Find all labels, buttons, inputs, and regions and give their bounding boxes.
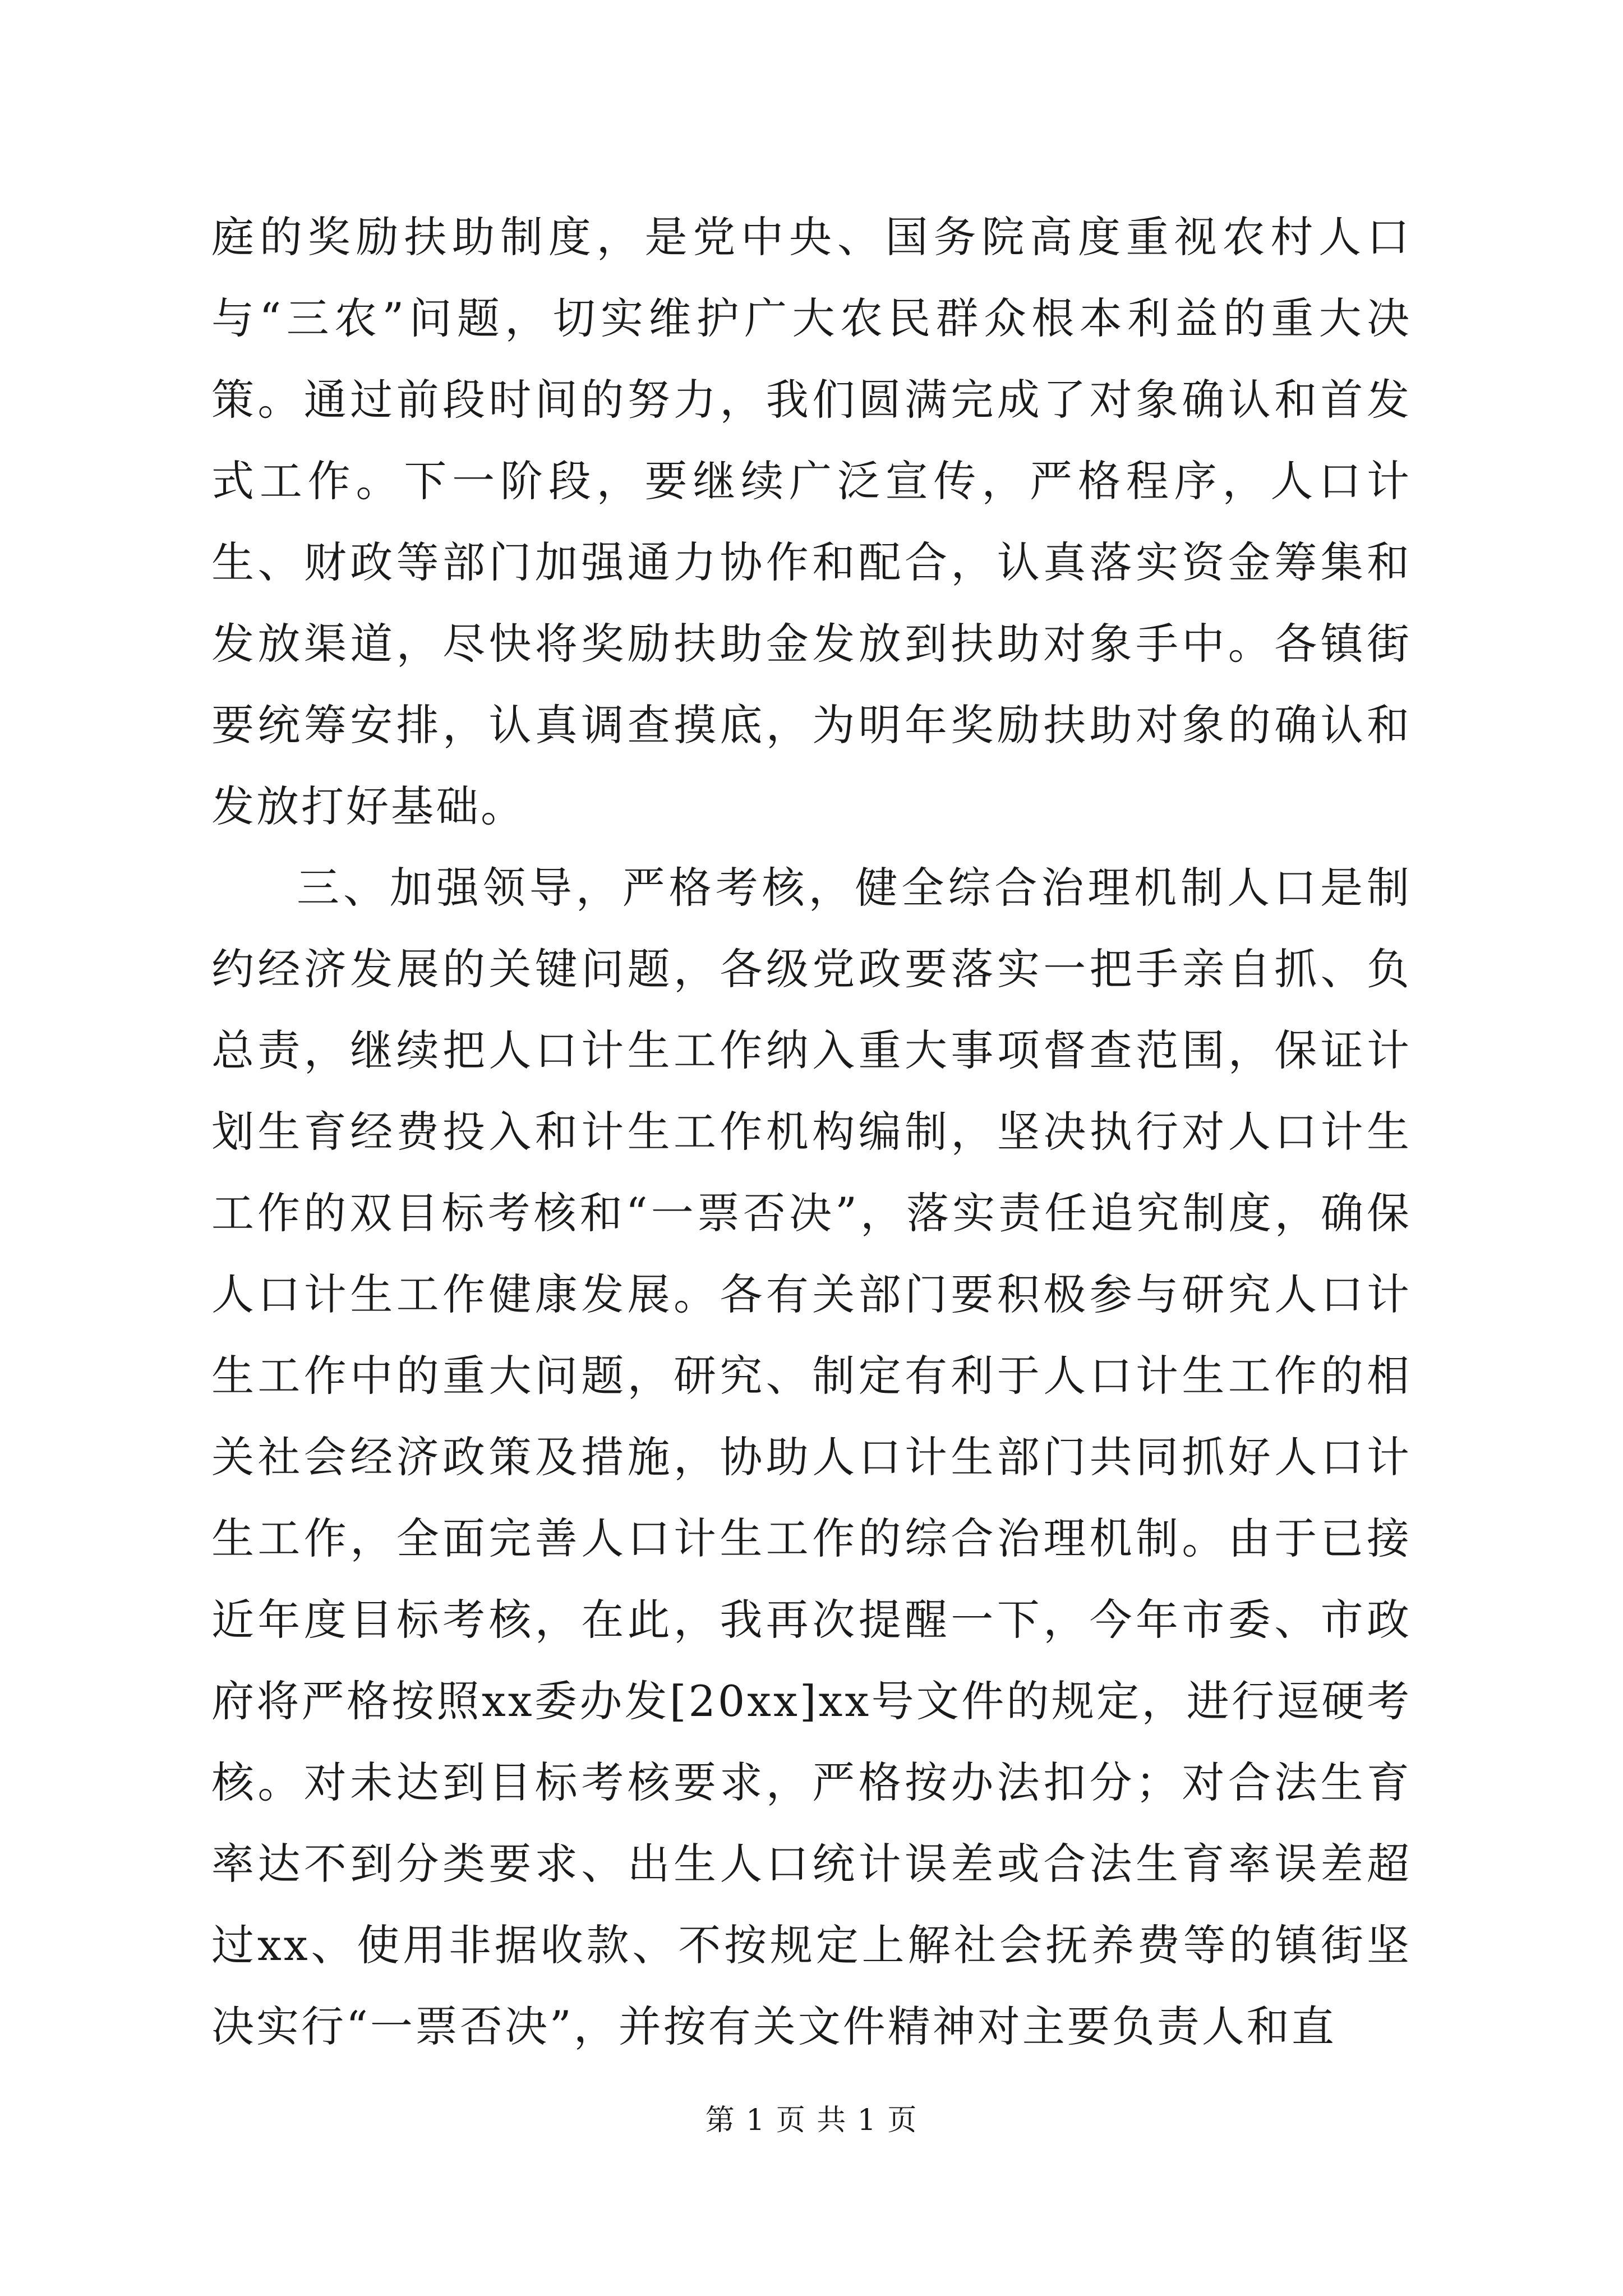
- paragraph-2: 三、加强领导，严格考核，健全综合治理机制人口是制约经济发展的关键问题，各级党政要落实一把手亲自抓、负总责，继续把人口计生工作纳入重大事项督查范围，保证计划生育经费投入和计生工作机构编制，坚决执行对人口计生工作的双目标考核和“一票否决”，落实责任追究制度，确保人口计生工作健康发展。各有关部门要积极参与研究人口计生工作中的重大问题，研究、制定有利于人口计生工作的相关社会经济政策及措施，协助人口计生部门共同抓好人口计生工作，全面完善人口计生工作的综合治理机制。由于已接近年度目标考核，在此，我再次提醒一下，今年市委、市政府将严格按照xx委办发[20xx]xx号文件的规定，进行逗硬考核。对未达到目标考核要求，严格按办法扣分；对合法生育率达不到分类要求、出生人口统计误差或合法生育率误差超过xx、使用非据收款、不按规定上解社会抚养费等的镇街坚决实行“一票否决”，并按有关文件精神对主要负责人和直: [211, 863, 1412, 2051]
- paragraph-1: 庭的奖励扶助制度，是党中央、国务院高度重视农村人口与“三农”问题，切实维护广大农民群众根本利益的重大决策。通过前段时间的努力，我们圆满完成了对象确认和首发式工作。下一阶段，要继续广泛宣传，严格程序，人口计生、财政等部门加强通力协作和配合，认真落实资金筹集和发放渠道，尽快将奖励扶助金发放到扶助对象手中。各镇街要统筹安排，认真调查摸底，为明年奖励扶助对象的确认和发放打好基础。: [211, 212, 1412, 831]
- page-footer: 第 1 页 共 1 页: [705, 2104, 918, 2137]
- document-body: [211, 196, 1412, 2067]
